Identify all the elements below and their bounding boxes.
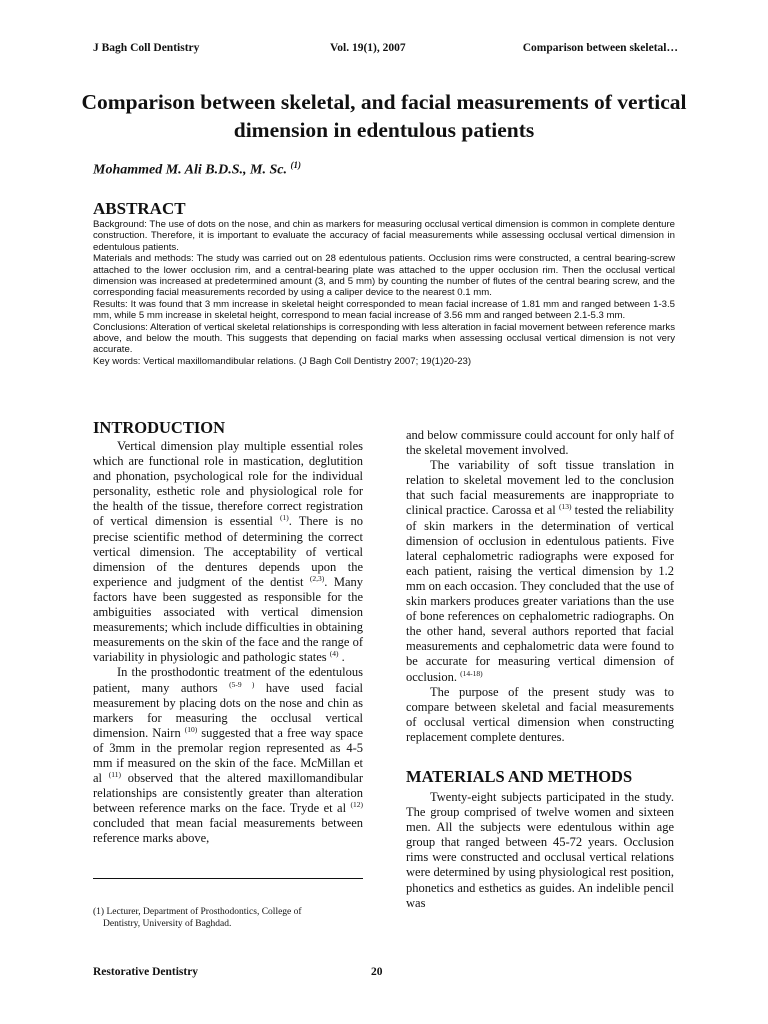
citation: (5-9 ) <box>229 679 255 689</box>
text: observed that the altered maxillomandibular relationships are consistently greater than alteration between reference marks on the face. Tryde et al <box>93 771 363 816</box>
affiliation-footnote <box>93 907 363 930</box>
abstract-methods: Materials and methods: The study was carried out on 28 edentulous patients. Occlusion rims were constructed, a central bearing-screw attached to the lower occlusion rim, and a central-bearing plate was attached to the upper occlusion rim. Then the occlusal vertical dimension was increased at predetermined amount (3, and 5 mm) by counting the number of flutes of the central bearing screw, and the corresponding facial measurements recorded by using a caliper device to the nearest 0.1 mm. <box>93 253 675 299</box>
abstract-body <box>93 219 675 367</box>
journal-name: J Bagh Coll Dentistry <box>93 42 200 54</box>
abstract-background: Background: The use of dots on the nose, and chin as markers for measuring occlusal vertical dimension is common in complete denture construction. Therefore, it is important to evaluate the accuracy of facial measurements while assessing occlusal vertical dimension in edentulous patients. <box>93 219 675 253</box>
paper-title: Comparison between skeletal, and facial measurements of vertical dimension in edentulous patients <box>81 90 687 142</box>
page-number: 20 <box>371 966 383 978</box>
methods-heading: MATERIALS AND METHODS <box>406 766 633 786</box>
intro-continuation: and below commissure could account for only half of the skeletal movement involved. <box>406 428 674 458</box>
citation: (1) <box>279 513 289 523</box>
abstract-keywords: Key words: Vertical maxillomandibular relations. (J Bagh Coll Dentistry 2007; 19(1)20-23) <box>93 355 472 367</box>
running-header <box>93 42 678 58</box>
citation: (2,3) <box>309 573 325 583</box>
footnote-line: (1) Lecturer, Department of Prosthodontics, College of <box>93 907 302 917</box>
running-title: Comparison between skeletal… <box>522 42 678 54</box>
text: . <box>341 650 345 665</box>
footnote-divider <box>93 878 363 879</box>
methods-paragraph-1: Twenty-eight subjects participated in the study. The group comprised of twelve women and sixteen men. All the subjects were edentulous within age group that ranged between 45-72 years. Occlusion rims were constructed and occlusal vertical relations were determined by using physiological rest position, phonetics and esthetics as guides. An indelible pencil was <box>406 789 674 910</box>
text: In the prosthodontic treatment of the edentulous patient, many authors <box>93 665 363 695</box>
text: . There is no precise scientific method of determining the correct vertical dimension. The acceptability of vertical dimension of the dentures depends upon the experience and judgment of the dentist <box>93 514 363 589</box>
text: The variability of soft tissue translation in relation to skeletal movement led to the conclusion that such facial measurements are inappropriate to clinical practice. Carossa et al <box>406 458 674 518</box>
abstract-conclusions: Conclusions: Alteration of vertical skeletal relationships is corresponding with less alteration in facial movement between reference marks above, and below the mouth. This suggests that depending on facial marks when assessing occlusal vertical dimension is not very accurate. <box>93 321 675 356</box>
intro-paragraph-4: The purpose of the present study was to compare between skeletal and facial measurements of occlusal vertical dimension when constructing replacement complete dentures. <box>406 684 674 744</box>
citation: (13) <box>558 502 572 512</box>
abstract-results: Results: It was found that 3 mm increase in skeletal height corresponded to mean facial increase of 1.81 mm and ranged between 1-3.5 mm, while 5 mm increase in skeletal height, correspond to mean facial increase of 3.56 mm and ranged between 2.1-5.3 mm. <box>93 298 675 322</box>
text: suggested that a free way space of 3mm in the premolar region represented as 4-5 mm if measured on the skin of the face. McMillan et al <box>93 725 363 786</box>
journal-volume: Vol. 19(1), 2007 <box>330 42 406 54</box>
citation: (11) <box>108 769 121 779</box>
text: concluded that mean facial measurements between reference marks above, <box>93 816 363 846</box>
text: have used facial measurement by placing dots on the nose and chin as markers for measuring the occlusal vertical dimension. Nairn <box>93 680 364 740</box>
citation: (10) <box>184 724 198 734</box>
right-column <box>406 428 674 911</box>
author-footnote-ref: (1) <box>290 160 301 170</box>
text: . Many factors have been suggested as responsible for the ambiguities associated with vertical dimension measurements; which include difficulties in obtaining measurements on the skin of the face and the range of variability in physiologic and pathologic states <box>93 574 364 665</box>
footnote-line: Dentistry, University of Baghdad. <box>103 918 232 929</box>
intro-paragraph-3 <box>406 458 674 684</box>
left-column <box>93 418 363 847</box>
citation: (12) <box>350 800 363 810</box>
introduction-heading: INTRODUCTION <box>93 418 226 437</box>
intro-paragraph-1 <box>93 439 363 665</box>
author-name: Mohammed M. Ali B.D.S., M. Sc. <box>93 162 287 178</box>
text: Vertical dimension play multiple essential roles which are functional role in mastication, deglutition and phonation, psychological role for the individual personality, esthetic role and physiological role for the health of the tissue, therefore correct registration of vertical dimension is essential <box>93 439 363 529</box>
author-line <box>93 160 301 179</box>
text: tested the reliability of skin markers in the determination of vertical dimension of occlusion in edentulous patients. Five lateral cephalometric radiographs were exposed for each patient, raising the vertical dimension by 1.2 mm on each occasion. They concluded that the use of skin markers produces greater variations than the use of bone references on cephalometric radiographs. On the other hand, several authors reported that facial measurements and cephalometric data were found to be accurate for measuring vertical dimension of occlusion. <box>406 503 674 684</box>
section-name: Restorative Dentistry <box>93 966 199 978</box>
intro-paragraph-2 <box>93 665 363 846</box>
citation: (4) <box>329 649 339 659</box>
page-footer <box>93 966 678 982</box>
citation: (14-18) <box>460 668 483 678</box>
abstract-heading: ABSTRACT <box>93 199 186 218</box>
